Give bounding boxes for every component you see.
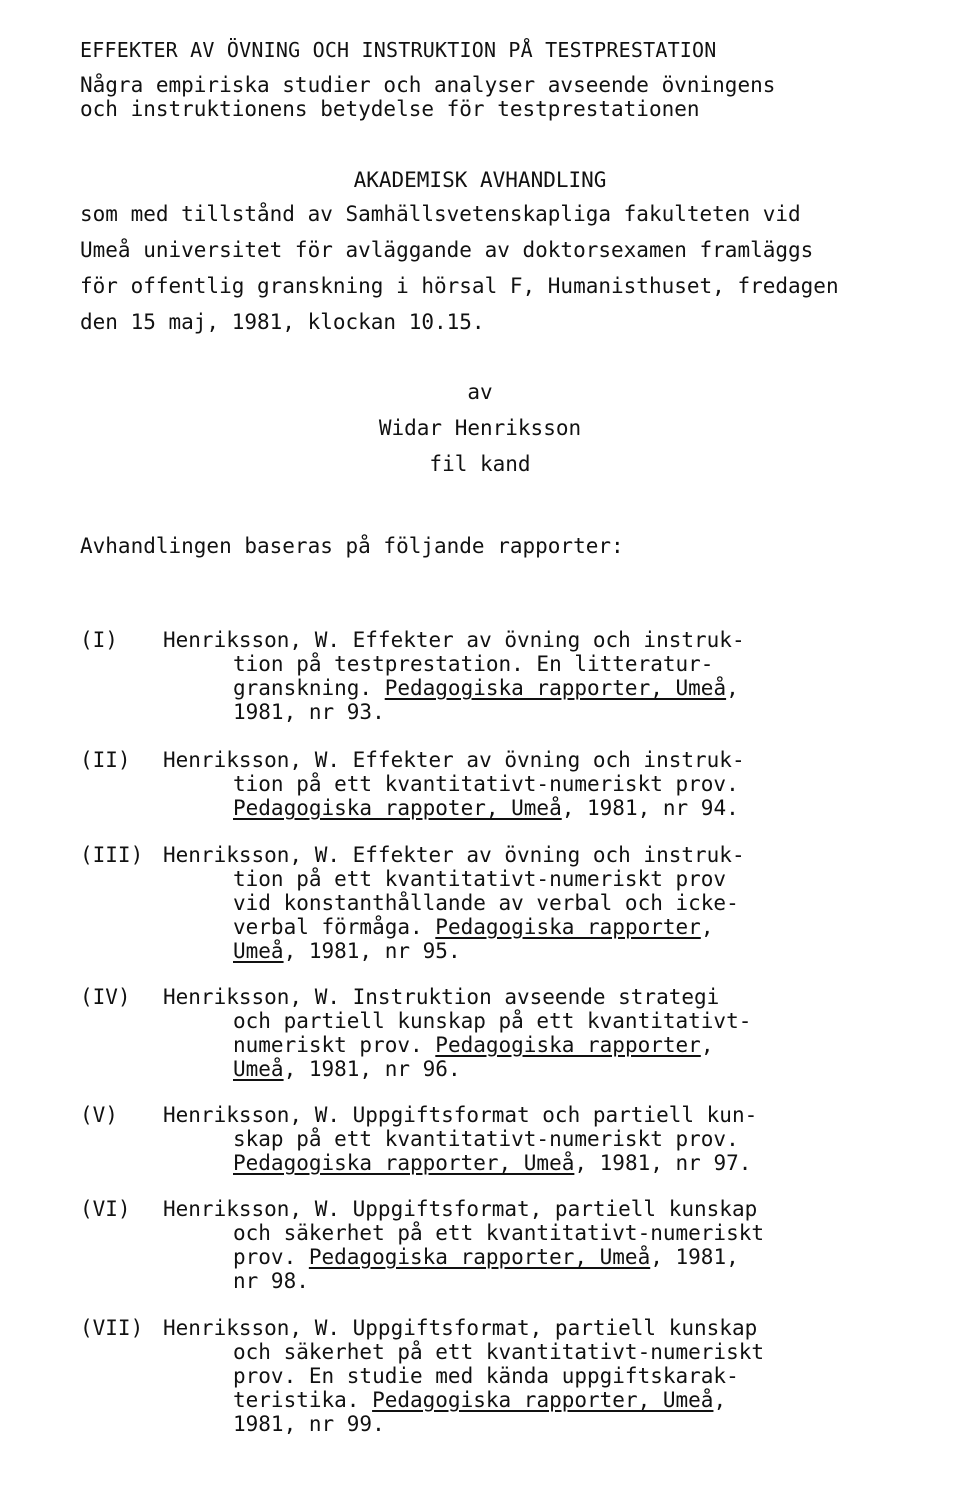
report-line: Henriksson, W. Effekter av övning och instruk- [163, 628, 745, 652]
report-line: och partiell kunskap på ett kvantitativt- [233, 1009, 752, 1033]
report-line [233, 1057, 461, 1081]
report-text: , 1981, nr 95. [283, 939, 461, 963]
report-line: tion på testprestation. En litteratur- [233, 652, 714, 676]
journal-name: Pedagogiska rapporter, Umeå [372, 1388, 714, 1412]
report-line [233, 796, 739, 820]
document-title: EFFEKTER AV ÖVNING OCH INSTRUKTION PÅ TESTPRESTATION [80, 38, 717, 62]
report-text: , 1981, [650, 1245, 739, 1269]
report-text: , 1981, nr 96. [283, 1057, 461, 1081]
report-number: (V) [80, 1103, 118, 1127]
journal-name: Pedagogiska rapporter [435, 1033, 701, 1057]
journal-name: Pedagogiska rapporter, Umeå [233, 1151, 575, 1175]
report-number: (VI) [80, 1197, 131, 1221]
journal-city: Umeå [233, 939, 284, 963]
report-text: , [726, 676, 739, 700]
report-line: Henriksson, W. Uppgiftsformat och partiell kun- [163, 1103, 758, 1127]
author-name: Widar Henriksson [378, 416, 582, 440]
journal-city: Umeå [233, 1057, 284, 1081]
report-line: Henriksson, W. Uppgiftsformat, partiell kunskap [163, 1316, 758, 1340]
report-line: Henriksson, W. Effekter av övning och instruk- [163, 748, 745, 772]
subtitle-line-1: Några empiriska studier och analyser avseende övningens [80, 73, 776, 97]
report-line [233, 939, 461, 963]
report-line: prov. En studie med kända uppgiftskarak- [233, 1364, 739, 1388]
report-line: skap på ett kvantitativt-numeriskt prov. [233, 1127, 739, 1151]
report-line: och säkerhet på ett kvantitativt-numeriskt [233, 1221, 765, 1245]
dissertation-line-1: som med tillstånd av Samhällsvetenskapliga fakulteten vid [80, 202, 801, 226]
report-line: och säkerhet på ett kvantitativt-numeriskt [233, 1340, 765, 1364]
report-number: (VII) [80, 1316, 144, 1340]
report-line [233, 1151, 751, 1175]
report-text: , [700, 1033, 714, 1057]
report-line [233, 676, 739, 700]
journal-name: Pedagogiska rappoter, Umeå [233, 796, 562, 820]
dissertation-line-2: Umeå universitet för avläggande av doktorsexamen framläggs [80, 238, 814, 262]
report-text: , 1981, nr 94. [561, 796, 739, 820]
report-number: (IV) [80, 985, 131, 1009]
author-degree: fil kand [429, 452, 531, 476]
report-line [233, 915, 713, 939]
report-number: (III) [80, 843, 144, 867]
journal-name: Pedagogiska rapporter [435, 915, 701, 939]
journal-name: Pedagogiska rapporter, Umeå [308, 1245, 651, 1269]
report-line [233, 1033, 713, 1057]
report-text: , [700, 915, 714, 939]
report-line [233, 1388, 726, 1412]
reports-intro: Avhandlingen baseras på följande rapporter: [80, 534, 624, 558]
dissertation-line-3: för offentlig granskning i hörsal F, Humanisthuset, fredagen [80, 274, 839, 298]
author-by: av [467, 380, 493, 404]
report-line: Henriksson, W. Uppgiftsformat, partiell kunskap [163, 1197, 758, 1221]
report-text: , 1981, nr 97. [574, 1151, 752, 1175]
report-text: granskning. [233, 676, 385, 700]
dissertation-heading: AKADEMISK AVHANDLING [353, 168, 607, 192]
report-line: Henriksson, W. Effekter av övning och instruk- [163, 843, 745, 867]
report-line: Henriksson, W. Instruktion avseende strategi [163, 985, 720, 1009]
report-number: (I) [80, 628, 118, 652]
report-line: tion på ett kvantitativt-numeriskt prov. [233, 772, 739, 796]
report-text: numeriskt prov. [233, 1033, 436, 1057]
report-line: vid konstanthållande av verbal och icke- [233, 891, 739, 915]
report-line: tion på ett kvantitativt-numeriskt prov [233, 867, 727, 891]
report-line: nr 98. [233, 1269, 309, 1293]
report-line: 1981, nr 99. [233, 1412, 385, 1436]
journal-name: Pedagogiska rapporter, Umeå [384, 676, 727, 700]
subtitle-line-2: och instruktionens betydelse för testprestationen [80, 97, 700, 121]
report-text: , [713, 1388, 727, 1412]
report-line [233, 1245, 739, 1269]
report-text: teristika. [233, 1388, 373, 1412]
report-number: (II) [80, 748, 131, 772]
report-line: 1981, nr 93. [233, 700, 385, 724]
report-text: verbal förmåga. [233, 915, 436, 939]
dissertation-line-4: den 15 maj, 1981, klockan 10.15. [80, 310, 485, 334]
report-text: prov. [233, 1245, 309, 1269]
